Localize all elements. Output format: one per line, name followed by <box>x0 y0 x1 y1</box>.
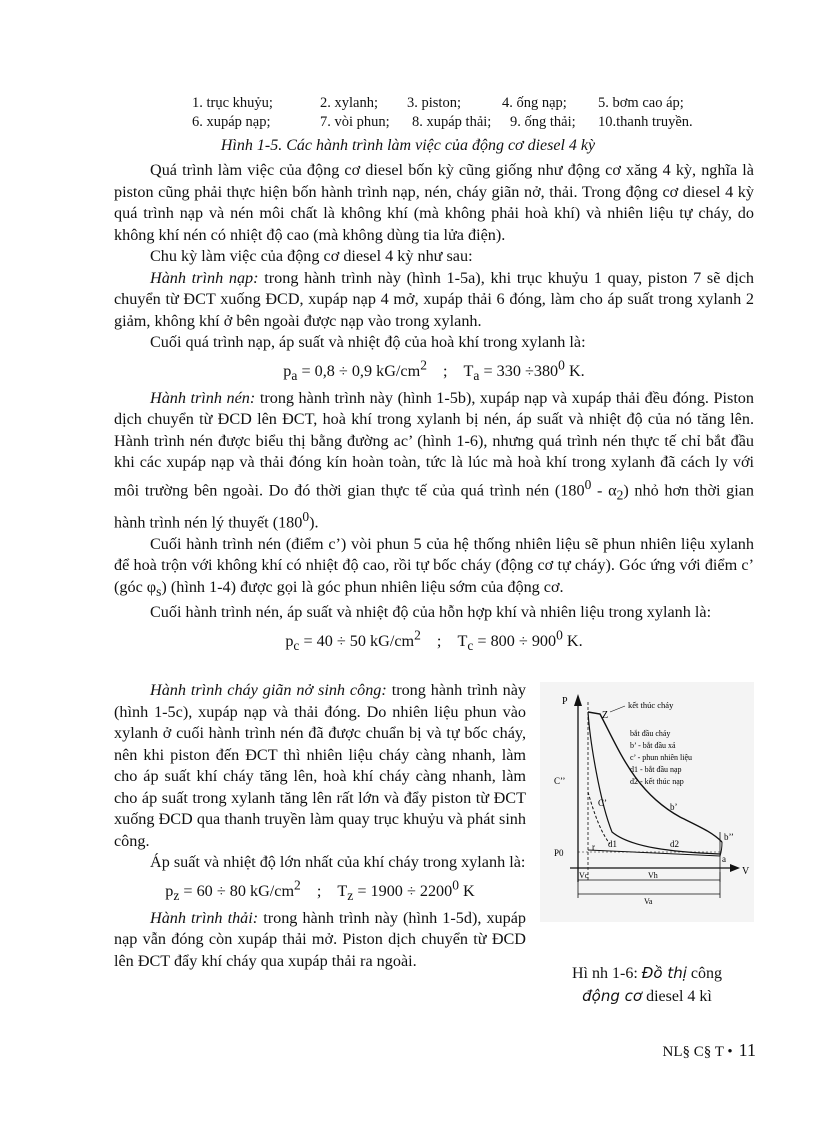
a-label: a <box>722 854 726 864</box>
legend-line: c’ - phun nhiên liệu <box>630 753 693 762</box>
pv-diagram-caption: Hì nh 1-6: Đồ thị công động cơ diesel 4 kì <box>571 964 722 1005</box>
paragraph: Cuối quá trình nạp, áp suất và nhiệt độ của hoà khí trong xylanh là: <box>150 333 586 351</box>
figure-legend <box>192 94 722 132</box>
equation-max: $p_z = 60 \div 80$ $kG/cm^2$ ; $T_z = 1900 \div 2200^0$ K <box>165 877 475 904</box>
legend-item: 3. piston; <box>407 95 461 111</box>
page-footer <box>663 1040 756 1061</box>
intake-text: trong hành trình này (hình 1-5a), khi trục khuỷu 1 quay, piston 7 sẽ dịch chuyển từ ĐCT xuống ĐCD, xupáp nạp 4 mở, xupáp thải 6 đóng, làm cho áp suất trong xylanh 2 giảm, không khí ở bên ngoài được nạp vào trong xylanh. <box>114 268 754 330</box>
legend-line: d2 - kết thúc nạp <box>630 777 684 786</box>
legend-item: 5. bơm cao áp; <box>598 95 684 111</box>
paragraph-power: Hành trình cháy giãn nở sinh công: trong hành trình này (hình 1-5c), xupáp nạp và thải đóng. Do nhiên liệu phun vào xylanh ở cuối hành trình nén đã được chuẩn bị và tự bốc cháy, nên khi piston đến ĐCT thì nhiên liệu cháy càng nhanh, làm cho áp suất khí cháy tăng lên, hoà khí cháy càng nhanh, làm cho áp suất trong xylanh tăng lên rất lớn và đẩy piston từ ĐCT xuống ĐCD qua thanh truyền làm quay trục khuỷu và phát sinh công. <box>114 681 526 850</box>
paragraph: Cuối hành trình nén, áp suất và nhiệt độ của hỗn hợp khí và nhiên liệu trong xylanh là: <box>150 603 712 622</box>
intake-term: Hành trình nạp: <box>150 268 259 287</box>
legend-line: bắt đầu cháy <box>630 729 671 738</box>
page-number: 11 <box>738 1040 756 1060</box>
legend-row-1 <box>192 94 722 113</box>
body-text-lower <box>114 680 526 972</box>
legend-item: 10.thanh truyền. <box>598 114 693 130</box>
d1-label: d1 <box>608 839 617 849</box>
legend-row-2 <box>192 113 722 132</box>
d2-label: d2 <box>670 839 679 849</box>
legend-item: 9. ống thải; <box>510 114 576 130</box>
exhaust-term: Hành trình thải: <box>150 908 259 927</box>
legend-item: 8. xupáp thải; <box>412 114 492 130</box>
legend-item: 1. trục khuỷu; <box>192 95 273 111</box>
b1-label: b’ <box>670 802 678 812</box>
equation-intake: $p_a = 0,8 \div 0,9$ $kG/cm^2$ ; $T_a = 330 \div 380^0$ K. <box>283 357 585 384</box>
legend-item: 2. xylanh; <box>320 95 378 111</box>
paragraph: Quá trình làm việc của động cơ diesel bốn kỳ cũng giống như động cơ xăng 4 kỳ, nghĩa là piston cũng phải thực hiện bốn hành trình nạp, nén, cháy giãn nở, thải. Trong động cơ diesel 4 kỳ quá trình nạp và nén môi chất là không khí (mà không phải hoà khí) và nhiên liệu tự cháy, do không khí nén có nhiệt độ cao (mà không dùng tia lửa điện). <box>114 161 754 244</box>
equation-compression: $p_c = 40 \div 50$ $kG/cm^2$ ; $T_c = 800 \div 900^0$ K. <box>285 627 583 654</box>
legend-line: b’ - bắt đầu xả <box>630 741 676 750</box>
body-text <box>114 160 754 658</box>
paragraph-intake <box>114 268 754 333</box>
p-axis-label: P <box>562 696 568 707</box>
pv-diagram-svg <box>540 682 754 922</box>
p0-label: P0 <box>554 848 564 858</box>
vc-label: Vc <box>579 871 589 880</box>
legend-item: 6. xupáp nạp; <box>192 114 271 130</box>
c-lower-label: C’ <box>598 798 607 808</box>
va-label: Va <box>644 897 653 906</box>
z-label: Z <box>602 710 609 721</box>
paragraph: Chu kỳ làm việc của động cơ diesel 4 kỳ như sau: <box>150 247 473 265</box>
power-term: Hành trình cháy giãn nở sinh công: <box>150 681 387 699</box>
v-axis-arrow <box>730 864 740 872</box>
legend-item: 4. ống nạp; <box>502 95 567 111</box>
p-axis-arrow <box>574 694 582 706</box>
r-label-1: r <box>592 842 595 852</box>
z-annotation: kết thúc cháy <box>628 700 674 710</box>
vh-label: Vh <box>648 871 658 880</box>
legend-line: d1 - bắt đầu nạp <box>630 765 682 774</box>
footer-label: NL§ C§ T • <box>662 1044 733 1060</box>
figure-caption: Hình 1-5. Các hành trình làm việc của động cơ diesel 4 kỳ <box>220 137 596 154</box>
paragraph-compression: Hành trình nén: trong hành trình này (hình 1-5b), xupáp nạp và xupáp thải đều đóng. Piston dịch chuyển từ ĐCD lên ĐCT, hoà khí trong xylanh bị nén, áp suất và nhiệt độ của nó tăng lên. Hành trình nén được biểu thị bằng đường ac’ (hình 1-6), nhưng quá trình nén thực tế chỉ bắt đầu khi các xupáp nạp và thải đóng kín hoàn toàn, tức là lúc mà hoà khí trong xylanh đã cách ly với môi trường bên ngoài. Do đó thời gian thực tế của quá trình nén $(180^0 - \alpha_2)$ nhỏ hơn thời gian hành trình nén lý thuyết $(180^0)$. <box>114 388 754 532</box>
paragraph: Áp suất và nhiệt độ lớn nhất của khí cháy trong xylanh là: <box>150 853 526 871</box>
pv-diagram <box>540 682 754 922</box>
c-upper-label: C’’ <box>554 776 566 786</box>
paragraph-exhaust: Hành trình thải: trong hành trình này (hình 1-5d), xupáp nạp vẫn đóng còn xupáp thải mở. Piston dịch chuyển từ ĐCD lên ĐCT đẩy khí cháy qua xupáp thải ra ngoài. <box>114 908 527 970</box>
paragraph-injection: Cuối hành trình nén (điểm c’) vòi phun 5 của hệ thống nhiên liệu sẽ phun nhiên liệu xylanh để hoà trộn với không khí có nhiệt độ cao, rồi tự bốc cháy (động cơ tự cháy). Góc ứng với điểm c’ (góc $\varphi_s$) (hình 1-4) được gọi là góc phun nhiên liệu sớm của động cơ. <box>114 534 754 599</box>
b2-label: b’’ <box>724 832 734 842</box>
legend-item: 7. vòi phun; <box>320 114 390 130</box>
compression-term: Hành trình nén: <box>150 388 256 407</box>
v-axis-label: V <box>742 866 750 877</box>
